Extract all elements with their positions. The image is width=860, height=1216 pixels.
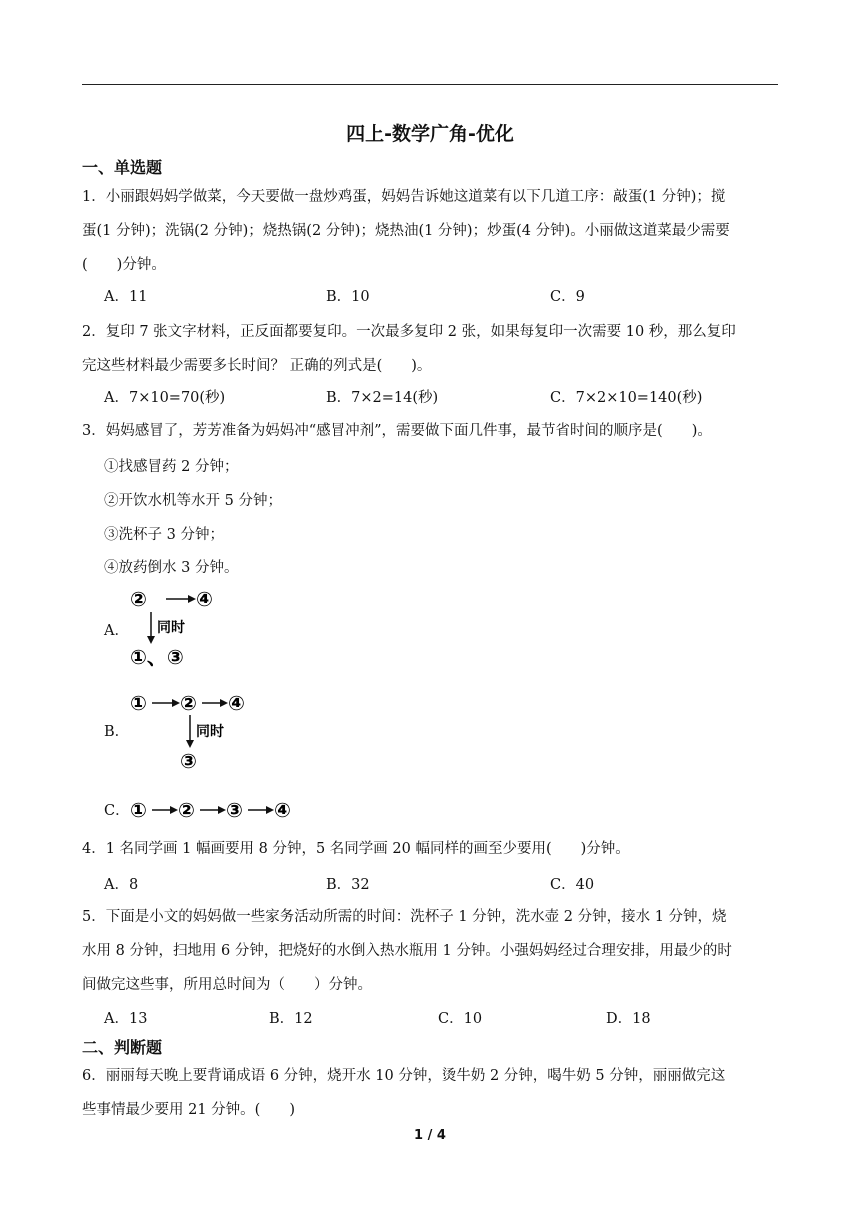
question-4-options <box>104 873 784 897</box>
node-2: ② <box>180 691 197 715</box>
node-1: ① <box>130 798 147 822</box>
question-5 <box>82 900 782 1002</box>
node-1: ① <box>130 691 147 715</box>
option-c[interactable]: C．7×2×10=140(秒) <box>550 390 703 406</box>
question-3-line-1: 3．妈妈感冒了，芳芳准备为妈妈冲“感冒冲剂”，需要做下面几件事，最节省时间的顺序是( )。 <box>82 423 712 439</box>
node-2: ② <box>130 587 147 611</box>
option-b[interactable]: B．32 <box>326 877 370 893</box>
simultaneous-label: 同时 <box>157 620 185 636</box>
question-5-options <box>104 1007 784 1031</box>
option-a[interactable]: A．13 <box>104 1011 148 1027</box>
arrowhead-icon <box>186 740 194 748</box>
step-4: ④放药倒水 3 分钟。 <box>104 560 239 576</box>
node-4: ④ <box>196 587 213 611</box>
section-true-false: 二、判断题 <box>82 1038 163 1057</box>
arrowhead-icon <box>172 699 180 707</box>
diagram-option-a <box>130 586 250 670</box>
arrowhead-icon <box>218 806 226 814</box>
arrowhead-icon <box>170 806 178 814</box>
node-4: ④ <box>274 798 291 822</box>
node-1-3: ①、③ <box>130 645 184 669</box>
arrowhead-icon <box>266 806 274 814</box>
option-c[interactable]: C．10 <box>438 1011 483 1027</box>
option-c[interactable]: C． <box>104 803 130 819</box>
section-single-choice: 一、单选题 <box>82 158 163 177</box>
question-5-line-2: 水用 8 分钟，扫地用 6 分钟，把烧好的水倒入热水瓶用 1 分钟。小强妈妈经过合理安排，用最少的时 <box>82 943 732 959</box>
option-c[interactable]: C．40 <box>550 877 595 893</box>
question-4-line-1: 4．1 名同学画 1 幅画要用 8 分钟，5 名同学画 20 幅同样的画至少要用( )分钟。 <box>82 841 630 857</box>
header-rule <box>82 84 778 85</box>
page-title: 四上-数学广角-优化 <box>346 123 514 145</box>
question-2-options <box>104 386 784 410</box>
question-5-line-3: 间做完这些事，所用总时间为（ ）分钟。 <box>82 977 372 993</box>
question-2-line-2: 完这些材料最少需要多长时间？ 正确的列式是( )。 <box>82 358 432 374</box>
step-1: ①找感冒药 2 分钟； <box>104 459 239 475</box>
step-3: ③洗杯子 3 分钟； <box>104 527 224 543</box>
question-1-line-3: ( )分钟。 <box>82 257 166 273</box>
page-number: 1 / 4 <box>414 1128 446 1143</box>
option-a[interactable]: A．11 <box>104 289 148 305</box>
option-b[interactable]: B．7×2=14(秒) <box>326 390 439 406</box>
diagram-option-c <box>130 796 300 824</box>
option-c[interactable]: C．9 <box>550 289 585 305</box>
question-2 <box>82 315 782 383</box>
node-3: ③ <box>180 749 197 772</box>
diagram-option-b <box>130 688 260 772</box>
question-1-line-2: 蛋(1 分钟)；洗锅(2 分钟)；烧热锅(2 分钟)；烧热油(1 分钟)；炒蛋(4 分钟)。小丽做这道菜最少需要 <box>82 223 730 239</box>
question-1-options <box>104 285 784 309</box>
arrowhead-icon <box>188 595 196 603</box>
step-2: ②开饮水机等水开 5 分钟； <box>104 493 282 509</box>
option-b[interactable]: B．12 <box>269 1011 313 1027</box>
option-d[interactable]: D．18 <box>606 1011 651 1027</box>
question-6-line-1: 6．丽丽每天晚上要背诵成语 6 分钟，烧开水 10 分钟，烫牛奶 2 分钟，喝牛奶 5 分钟，丽丽做完这 <box>82 1068 726 1084</box>
question-5-line-1: 5．下面是小文的妈妈做一些家务活动所需的时间：洗杯子 1 分钟，洗水壶 2 分钟，接水 1 分钟，烧 <box>82 909 727 925</box>
option-b[interactable]: B． <box>104 724 130 740</box>
option-a[interactable]: A．7×10=70(秒) <box>104 390 226 406</box>
arrowhead-icon <box>220 699 228 707</box>
node-4: ④ <box>228 691 245 715</box>
question-1-line-1: 1．小丽跟妈妈学做菜，今天要做一盘炒鸡蛋，妈妈告诉她这道菜有以下几道工序：敲蛋(1 分钟)；搅 <box>82 189 726 205</box>
option-a[interactable]: A．8 <box>104 877 139 893</box>
node-3: ③ <box>226 798 243 822</box>
node-2: ② <box>178 798 195 822</box>
arrowhead-icon <box>147 636 155 644</box>
question-1 <box>82 180 782 282</box>
option-a[interactable]: A． <box>104 623 129 639</box>
simultaneous-label: 同时 <box>196 724 224 740</box>
question-6-line-2: 些事情最少要用 21 分钟。( ) <box>82 1102 295 1118</box>
question-6 <box>82 1059 782 1127</box>
question-2-line-1: 2．复印 7 张文字材料，正反面都要复印。一次最多复印 2 张，如果每复印一次需要 10 秒，那么复印 <box>82 324 736 340</box>
option-b[interactable]: B．10 <box>326 289 370 305</box>
question-4 <box>82 832 782 866</box>
question-3 <box>82 414 782 448</box>
